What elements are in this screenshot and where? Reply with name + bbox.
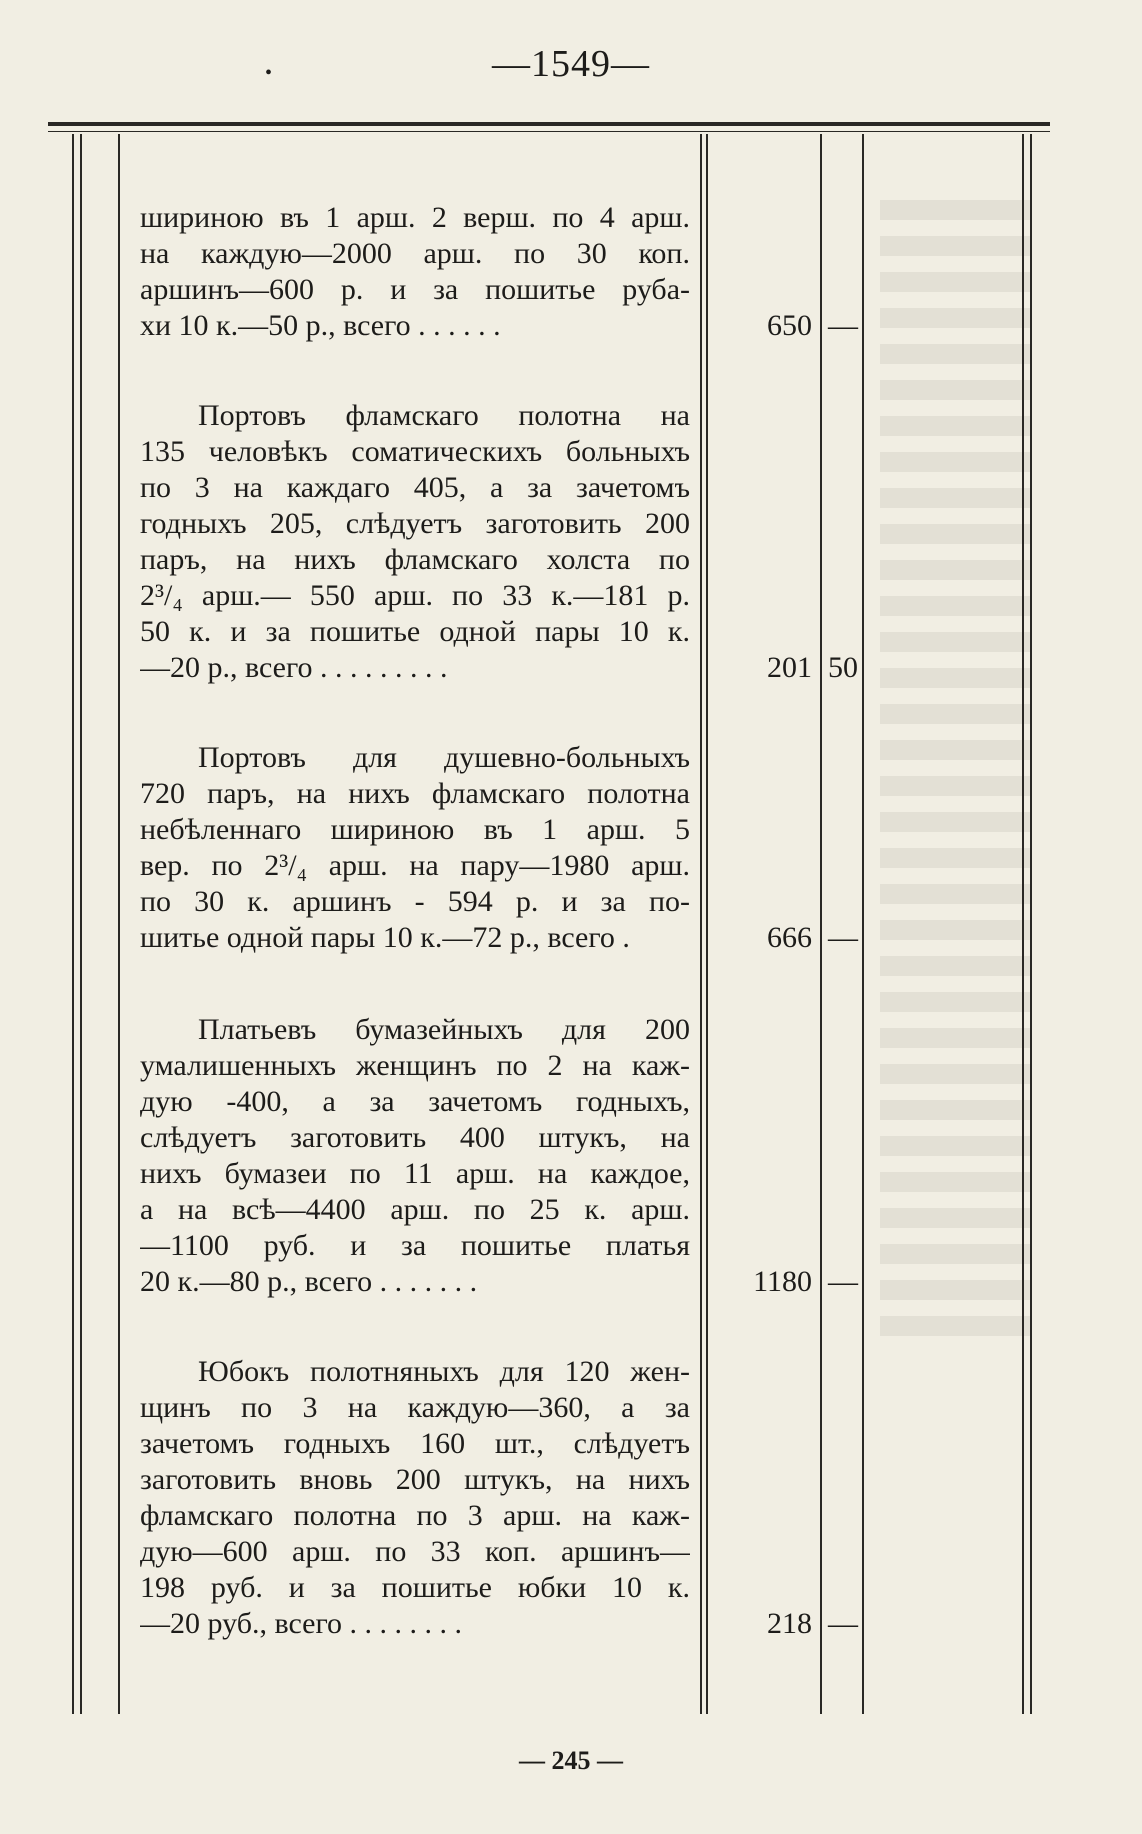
entry-text-line: аршинъ—600 р. и за пошитье руба- [140,273,690,306]
entry-text-line: 720 паръ, на нихъ фламскаго полотна [140,777,690,810]
entry-text-line: на каждую—2000 арш. по 30 коп. [140,237,690,270]
amount-rubles: 201 [767,651,812,684]
entry-text-line: нихъ бумазеи по 11 арш. на каждое, [140,1157,690,1190]
entry-text-line: Юбокъ полотняныхъ для 120 жен- [198,1355,690,1388]
entry-text-line: —20 руб., всего . . . . . . . . [140,1607,463,1640]
entry-text-line: шитье одной пары 10 к.—72 р., всего . [140,921,630,954]
entry-text-line: по 30 к. аршинъ - 594 р. и за по- [140,885,690,918]
entry-text-line: вер. по 2³/₄ арш. на пару—1980 арш. [140,849,690,882]
entry-text-line: дую—600 арш. по 33 коп. аршинъ— [140,1535,690,1568]
ledger-entry-trousers-mental [140,740,690,956]
entry-text-line: дую -400, а за зачетомъ годныхъ, [140,1085,690,1118]
entry-text-line: 2³/₄ арш.— 550 арш. по 33 к.—181 р. [140,579,690,612]
entry-text-line: 135 человѣкъ соматическихъ больныхъ [140,435,690,468]
amount-kopecks: — [828,1607,858,1640]
column-rule-text-left [118,134,120,1714]
entry-text-line: заготовить вновь 200 штукъ, на нихъ [140,1463,690,1496]
entry-text-line: Портовъ для душевно-больныхъ [198,741,690,774]
column-rule-rubles-right [820,134,822,1714]
entry-text-line: щинъ по 3 на каждую—360, а за [140,1391,690,1424]
entry-text-line: зачетомъ годныхъ 160 шт., слѣдуетъ [140,1427,690,1460]
ledger-entry-dresses [140,1012,690,1300]
entry-text-line: слѣдуетъ заготовить 400 штукъ, на [140,1121,690,1154]
header-rule-thick [48,122,1050,126]
entry-text-line: фламскаго полотна по 3 арш. на каж- [140,1499,690,1532]
entry-text-line: —20 р., всего . . . . . . . . . [140,651,448,684]
entry-text-line: паръ, на нихъ фламскаго холста по [140,543,690,576]
ledger-entry-shirts [140,200,690,344]
entry-text-line: 198 руб. и за пошитье юбки 10 к. [140,1571,690,1604]
ledger-entry-trousers-somatic [140,398,690,686]
entry-text-line: 50 к. и за пошитье одной пары 10 к. [140,615,690,648]
amount-kopecks: — [828,921,858,954]
entry-text-line: —1100 руб. и за пошитье платья [140,1229,690,1262]
reverse-side-bleed [880,200,1030,1600]
header-rule-thin [48,131,1050,132]
sheet-number-footer: — 245 — [519,1746,623,1775]
amount-rubles: 650 [767,309,812,342]
entry-text-line: Портовъ фламскаго полотна на [198,399,690,432]
amount-rubles: 666 [767,921,812,954]
amount-rubles: 1180 [753,1265,812,1298]
page-number-top: —1549— [492,43,650,85]
column-rule-left-outer [72,134,74,1714]
entry-text-line: а на всѣ—4400 арш. по 25 к. арш. [140,1193,690,1226]
entry-text-line: хи 10 к.—50 р., всего . . . . . . [140,309,501,342]
entry-text-line: Платьевъ бумазейныхъ для 200 [198,1013,690,1046]
ledger-entry-skirts [140,1354,690,1642]
print-speck: • [265,62,273,84]
entry-text-line: умалишенныхъ женщинъ по 2 на каж- [140,1049,690,1082]
amount-kopecks: — [828,309,858,342]
column-rule-right-inner [1030,134,1032,1714]
entry-text-line: по 3 на каждаго 405, а за зачетомъ [140,471,690,504]
entry-text-line: шириною въ 1 арш. 2 верш. по 4 арш. [140,201,690,234]
amount-kopecks: — [828,1265,858,1298]
amount-kopecks: 50 [828,651,858,684]
entry-text-line: 20 к.—80 р., всего . . . . . . . [140,1265,478,1298]
amount-rubles: 218 [767,1607,812,1640]
column-rule-right-outer [1022,134,1024,1714]
entry-text-line: годныхъ 205, слѣдуетъ заготовить 200 [140,507,690,540]
entry-text-line: небѣленнаго шириною въ 1 арш. 5 [140,813,690,846]
column-rule-left-inner [80,134,82,1714]
